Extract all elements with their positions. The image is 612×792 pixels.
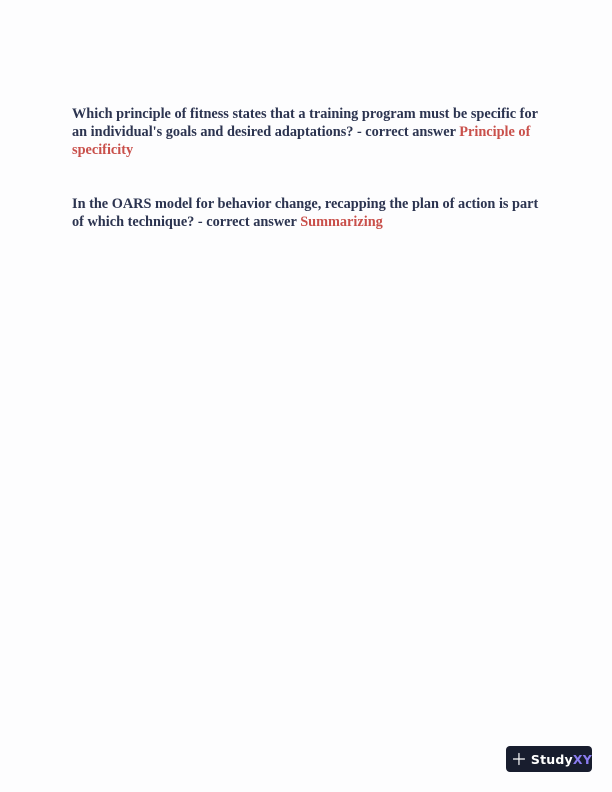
studyxy-logo-badge [506, 746, 592, 772]
answer-text: Summarizing [300, 214, 383, 230]
question-text: In the OARS model for behavior change, recapping the plan of action is part of which technique? - correct answer [72, 196, 539, 230]
plus-sparkle-icon [513, 752, 525, 766]
qa-item [72, 195, 552, 231]
answer-text: Principle of specificity [72, 124, 531, 158]
brand-name-study: Study [530, 751, 573, 767]
question-text: Which principle of fitness states that a training program must be specific for an individual's goals and desired adaptations? - correct answer [72, 106, 538, 140]
qa-item [72, 105, 552, 159]
brand-name-xy: XY [572, 751, 592, 767]
brand-name [531, 752, 592, 767]
